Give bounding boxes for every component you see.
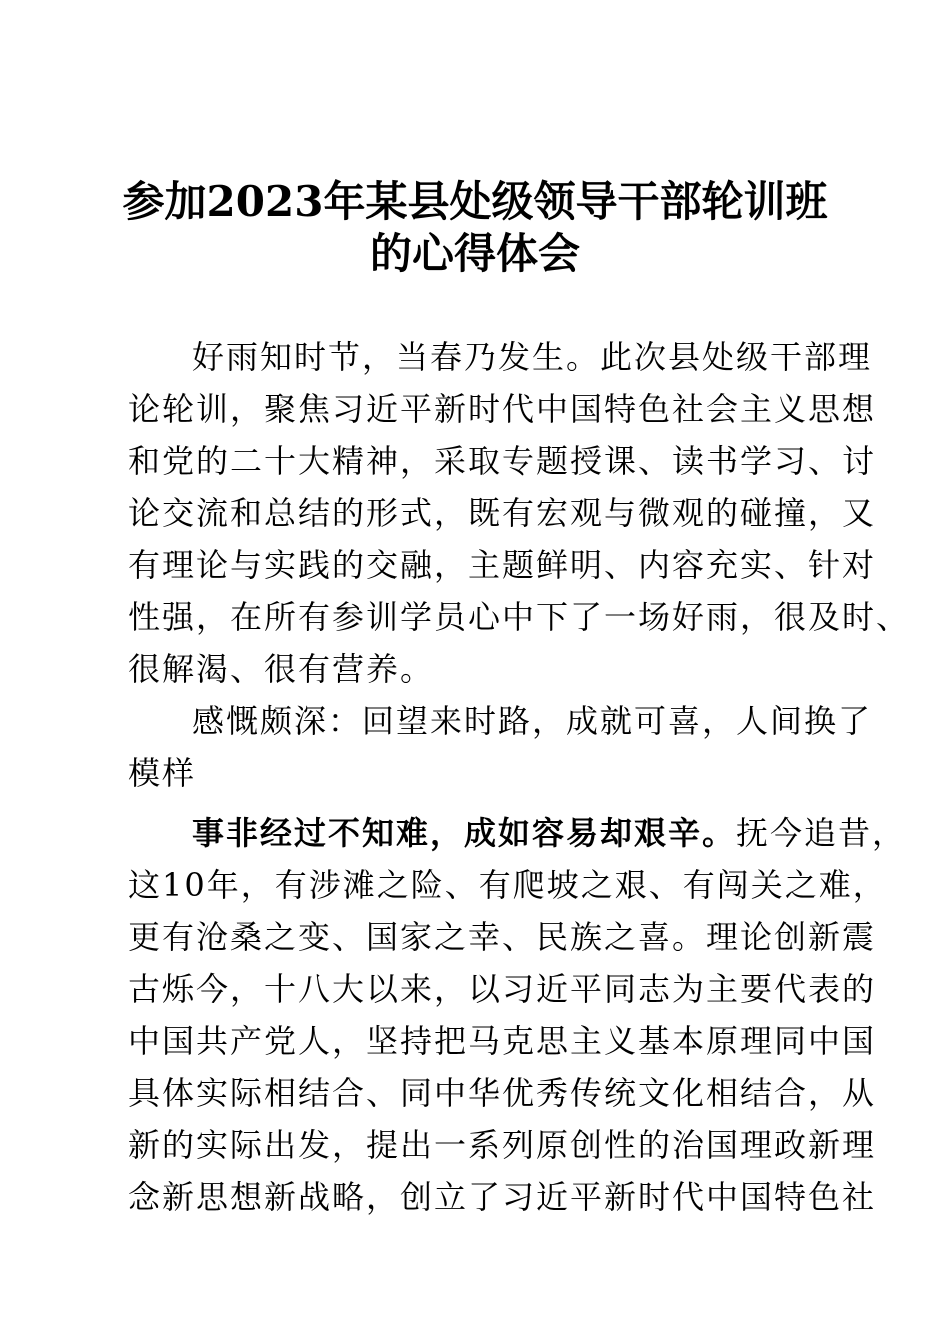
paragraph-1-line-7: 很解渴、很有营养。 [128,650,435,688]
paragraph-1-line-5: 有理论与实践的交融，主题鲜明、内容充实、针对 [128,546,877,584]
paragraph-3-line-2: 这10年，有涉滩之险、有爬坡之艰、有闯关之难， [128,866,887,904]
paragraph-3-first-rest: 抚今追昔， [736,814,907,852]
document-title-line-2: 的心得体会 [369,229,580,278]
paragraph-1-line-1: 好雨知时节，当春乃发生。此次县处级干部理 [192,338,873,376]
paragraph-2-line-2: 模样 [128,754,197,792]
paragraph-1-line-6: 性强，在所有参训学员心中下了一场好雨，很及时、 [128,598,911,636]
paragraph-2-line-1: 感慨颇深：回望来时路，成就可喜，人间换了 [192,702,873,740]
paragraph-3-line-5: 中国共产党人，坚持把马克思主义基本原理同中国 [128,1022,877,1060]
paragraph-1-line-3: 和党的二十大精神，采取专题授课、读书学习、讨 [128,442,877,480]
paragraph-3-line-4: 古烁今，十八大以来，以习近平同志为主要代表的 [128,970,877,1008]
paragraph-1-line-4: 论交流和总结的形式，既有宏观与微观的碰撞，又 [128,494,877,532]
paragraph-3-line-1 [192,813,906,853]
paragraph-3-bold-lead: 事非经过不知难，成如容易却艰辛。 [192,814,737,852]
paragraph-3-line-6: 具体实际相结合、同中华优秀传统文化相结合，从 [128,1074,877,1112]
paragraph-3-line-3: 更有沧桑之变、国家之幸、民族之喜。理论创新震 [128,918,877,956]
paragraph-3-line-7: 新的实际出发，提出一系列原创性的治国理政新理 [128,1126,877,1164]
document-title-line-1: 参加2023年某县处级领导干部轮训班 [122,177,828,226]
paragraph-1-line-2: 论轮训，聚焦习近平新时代中国特色社会主义思想 [128,390,877,428]
paragraph-3-line-8: 念新思想新战略，创立了习近平新时代中国特色社 [128,1178,877,1216]
